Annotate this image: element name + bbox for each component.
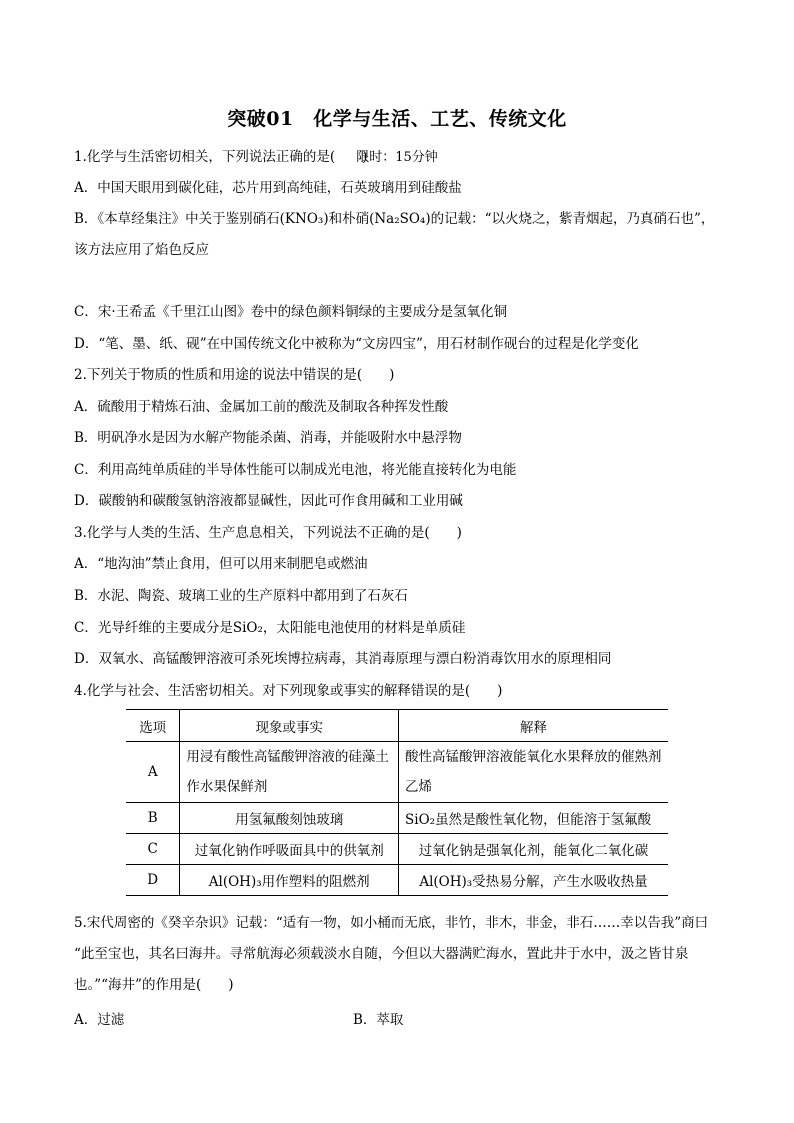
- q5-stem-line1: 5.宋代周密的《癸辛杂识》记载：“适有一物，如小桶而无底，非竹，非木，非金，非石……幸以告我”商曰: [74, 915, 709, 931]
- q3-option-d: D．双氧水、高锰酸钾溶液可杀死埃博拉病毒，其消毒原理与漂白粉消毒饮用水的原理相同: [74, 651, 612, 667]
- q1-option-b-line2: 该方法应用了焰色反应: [74, 242, 209, 258]
- q5-stem-line3: 也。”“海井”的作用是( ): [74, 977, 234, 993]
- table-row: [126, 803, 668, 834]
- q3-stem: 3.化学与人类的生活、生产息息相关，下列说法不正确的是( ): [74, 525, 462, 541]
- table-header-row: [126, 710, 668, 742]
- row-phenomenon: 过氧化钠作呼吸面具中的供氧剂: [180, 834, 399, 865]
- row-phenomenon: 用氢氟酸刻蚀玻璃: [180, 803, 399, 834]
- q5-stem-line2: “此至宝也，其名曰海井。寻常航海必须载淡水自随，今但以大器满贮海水，置此井于水中，汲之皆甘泉: [74, 946, 689, 962]
- q4-stem: 4.化学与社会、生活密切相关。对下列现象或事实的解释错误的是( ): [74, 683, 503, 699]
- row-option: C: [126, 834, 180, 865]
- q4-table: [126, 709, 668, 896]
- row-phenomenon: Al(OH)₃用作塑料的阻燃剂: [180, 865, 399, 896]
- row-option: B: [126, 803, 180, 834]
- row-explanation: 过氧化钠是强氧化剂，能氧化二氧化碳: [399, 834, 668, 865]
- header-option: 选项: [126, 710, 180, 742]
- q5-option-b: B．萃取: [353, 1012, 404, 1028]
- q1-option-d: D．“笔、墨、纸、砚”在中国传统文化中被称为“文房四宝”，用石材制作砚台的过程是化学变化: [74, 336, 639, 352]
- q3-option-c: C．光导纤维的主要成分是SiO₂，太阳能电池使用的材料是单质硅: [74, 620, 466, 636]
- q1-option-c: C．宋·王希孟《千里江山图》卷中的绿色颜料铜绿的主要成分是氢氧化铜: [74, 304, 508, 320]
- q2-stem: 2.下列关于物质的性质和用途的说法中错误的是( ): [74, 367, 395, 383]
- q1-option-a: A．中国天眼用到碳化硅，芯片用到高纯硅，石英玻璃用到硅酸盐: [74, 180, 462, 196]
- row-explanation: 酸性高锰酸钾溶液能氧化水果释放的催熟剂乙烯: [399, 742, 668, 803]
- table-row: [126, 834, 668, 865]
- row-option: A: [126, 742, 180, 803]
- header-phenomenon: 现象或事实: [180, 710, 399, 742]
- q1-stem: 1.化学与生活密切相关，下列说法正确的是( ): [74, 149, 368, 165]
- time-limit: 限时：15分钟: [356, 150, 438, 165]
- q1-option-b-line1: B．《本草经集注》中关于鉴别硝石(KNO₃)和朴硝(Na₂SO₄)的记载：“以火烧之，紫青烟起，乃真硝石也”，: [74, 211, 715, 227]
- table-row: [126, 742, 668, 803]
- page-title: 突破01 化学与生活、工艺、传统文化: [227, 108, 567, 130]
- q2-option-a: A．硫酸用于精炼石油、金属加工前的酸洗及制取各种挥发性酸: [74, 399, 449, 415]
- row-explanation: SiO₂虽然是酸性氧化物，但能溶于氢氟酸: [399, 803, 668, 834]
- q2-option-c: C．利用高纯单质硅的半导体性能可以制成光电池，将光能直接转化为电能: [74, 462, 517, 478]
- table-row: [126, 865, 668, 896]
- header-explanation: 解释: [399, 710, 668, 742]
- q2-option-b: B．明矾净水是因为水解产物能杀菌、消毒，并能吸附水中悬浮物: [74, 430, 462, 446]
- q3-option-b: B．水泥、陶瓷、玻璃工业的生产原料中都用到了石灰石: [74, 588, 408, 604]
- row-explanation: Al(OH)₃受热易分解，产生水吸收热量: [399, 865, 668, 896]
- row-phenomenon: 用浸有酸性高锰酸钾溶液的硅藻土作水果保鲜剂: [180, 742, 399, 803]
- q2-option-d: D．碳酸钠和碳酸氢钠溶液都显碱性，因此可作食用碱和工业用碱: [74, 493, 463, 509]
- q5-option-a: A．过滤: [74, 1012, 125, 1028]
- row-option: D: [126, 865, 180, 896]
- q3-option-a: A．“地沟油”禁止食用，但可以用来制肥皂或燃油: [74, 556, 368, 572]
